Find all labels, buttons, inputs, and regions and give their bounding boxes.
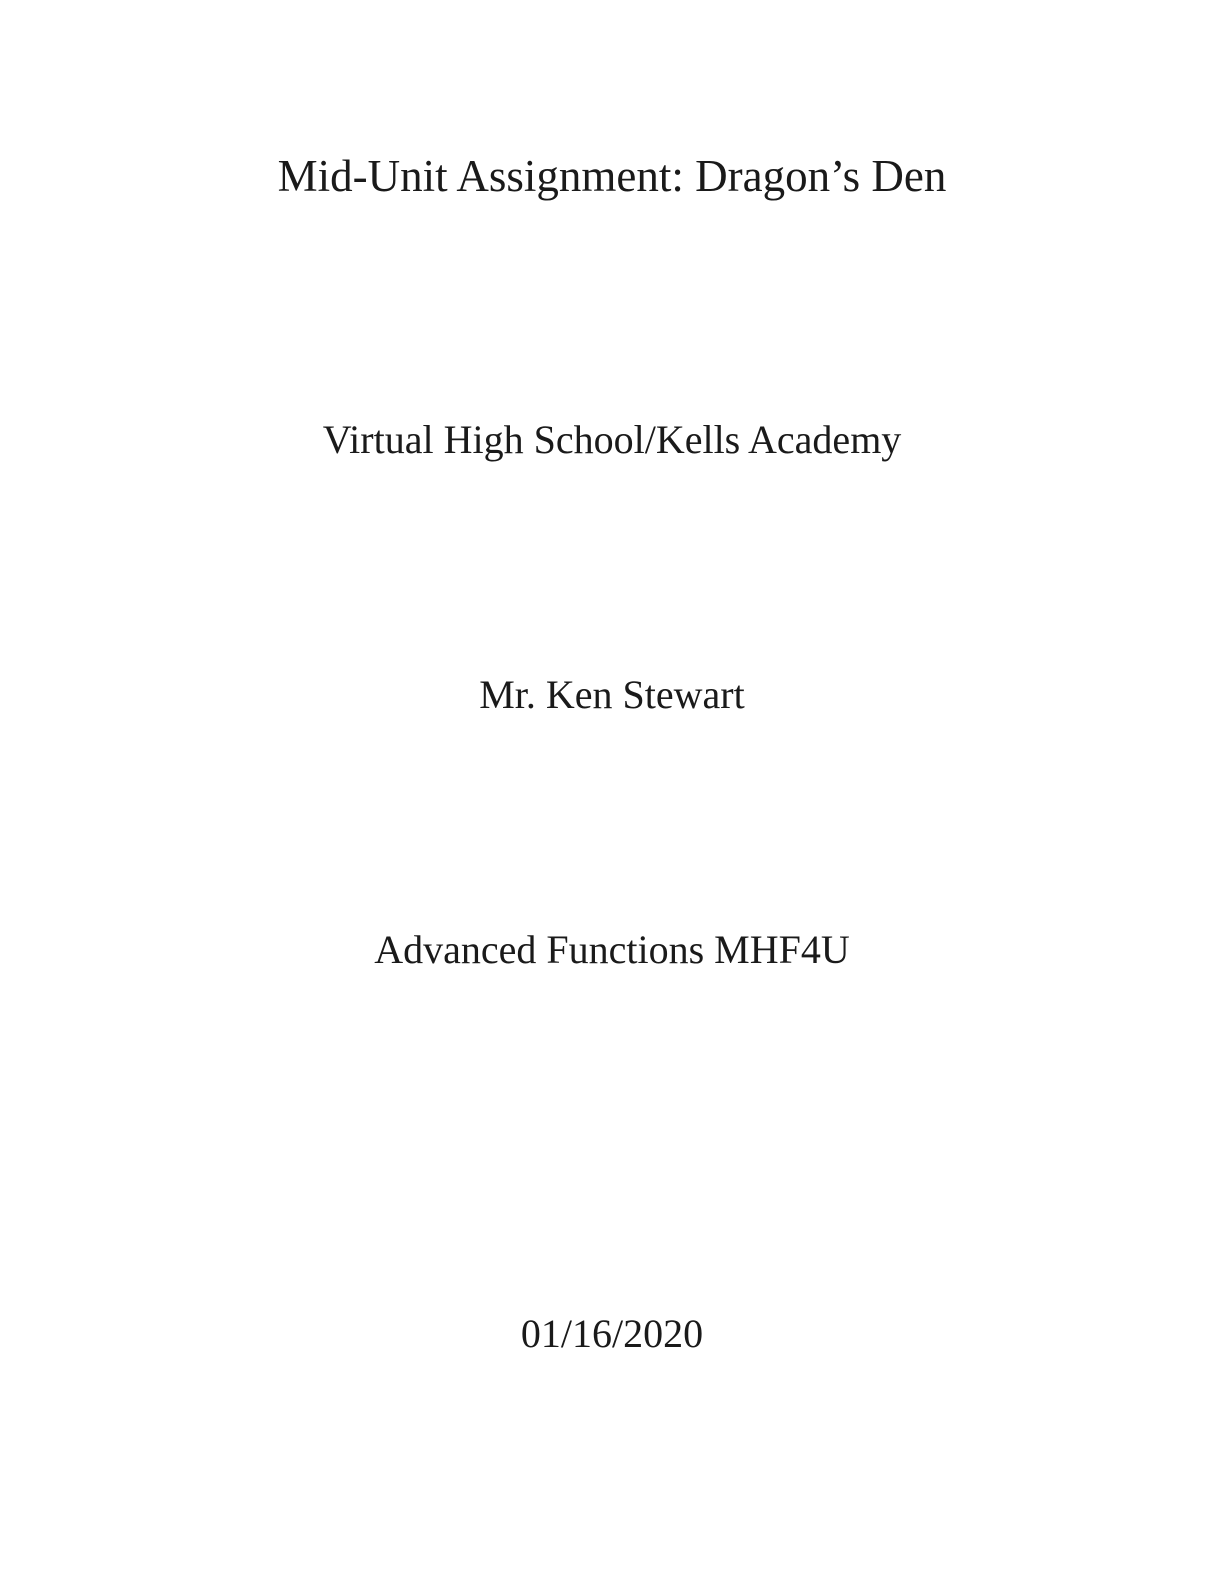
assignment-title: Mid-Unit Assignment: Dragon’s Den [277, 151, 947, 201]
teacher-name: Mr. Ken Stewart [479, 672, 745, 717]
school-name: Virtual High School/Kells Academy [322, 417, 902, 462]
course-name: Advanced Functions MHF4U [374, 927, 850, 972]
submission-date: 01/16/2020 [520, 1311, 704, 1356]
